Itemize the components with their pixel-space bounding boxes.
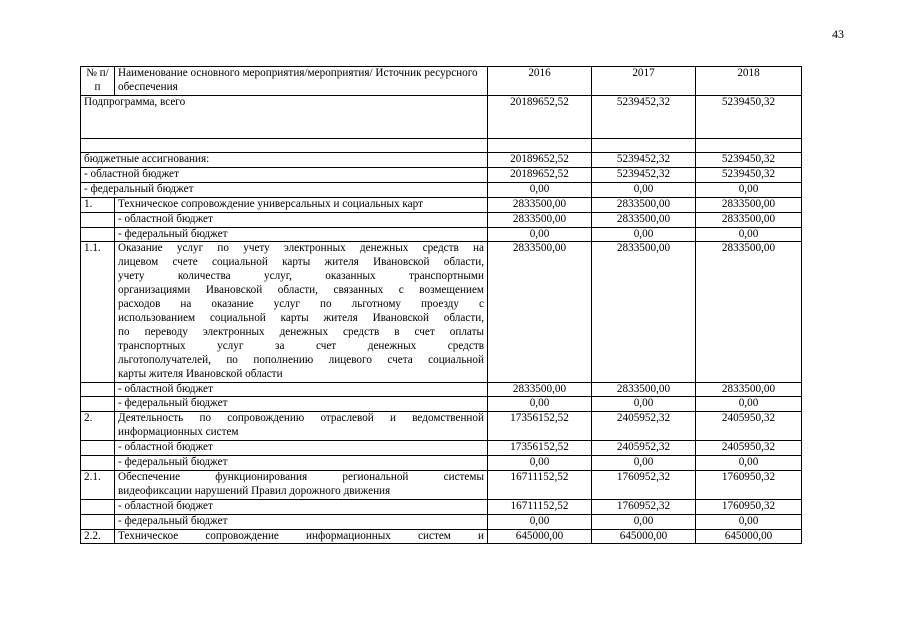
table-row-2-1-regional [81,499,802,514]
cell-2017: 0,00 [592,514,696,529]
row-description [115,470,488,499]
cell-2016: 645000,00 [488,529,592,544]
table-row-federal [81,182,802,197]
table-row-2-regional [81,441,802,456]
table-header-row [81,67,802,96]
cell-2017: 1760952,32 [592,499,696,514]
description-line: расходов на оказание услуг по льготному проезду с [118,298,484,311]
header-year-2018: 2018 [696,67,802,96]
cell-2018: 5239450,32 [696,153,802,168]
cell-2016: 20189652,52 [488,167,592,182]
cell-2016: 0,00 [488,182,592,197]
row-label: - областной бюджет [115,212,488,227]
cell-2018: 5239450,32 [696,167,802,182]
cell-2016: 2833500,00 [488,242,592,382]
cell-2018: 2833500,00 [696,212,802,227]
page-number: 43 [832,27,844,41]
cell-2017: 2833500,00 [592,212,696,227]
description-line: льготополучателей, по пополнению лицевого счета социальной [118,353,484,366]
cell-2018: 5239450,32 [696,96,802,139]
table-row-1-regional [81,212,802,227]
row-label: Подпрограмма, всего [81,96,488,139]
row-number: 1. [81,197,115,212]
table-row-1-1 [81,242,802,382]
cell-2018: 2405950,32 [696,441,802,456]
cell-2018: 2405950,32 [696,412,802,441]
row-label: - федеральный бюджет [115,227,488,242]
cell-2017: 0,00 [592,397,696,412]
row-description [115,529,488,544]
table-row-subprogram [81,96,802,139]
header-year-2016: 2016 [488,67,592,96]
row-label: - федеральный бюджет [115,514,488,529]
cell-2018: 1760950,32 [696,470,802,499]
description-line: Деятельность по сопровождению отраслевой и ведомственной [118,412,484,425]
table-row-1 [81,197,802,212]
description-line: Обеспечение функционирования региональной системы [118,470,484,483]
cell-2017: 0,00 [592,227,696,242]
cell-2017: 645000,00 [592,529,696,544]
cell-2018: 0,00 [696,514,802,529]
cell-2018: 1760950,32 [696,499,802,514]
description-line: использованием социальной карты жителя Ивановской области, [118,311,484,324]
cell-2016: 0,00 [488,227,592,242]
cell-2016: 16711152,52 [488,470,592,499]
cell-2017: 0,00 [592,182,696,197]
row-label: - федеральный бюджет [115,397,488,412]
cell-2018: 2833500,00 [696,382,802,397]
table-row-2 [81,412,802,441]
description-line: Техническое сопровождение информационных систем и [118,529,484,542]
row-description [115,412,488,441]
description-line: информационных систем [118,426,239,439]
description-line: карты жителя Ивановской области [118,367,283,380]
cell-2016: 2833500,00 [488,382,592,397]
row-label: бюджетные ассигнования: [81,153,488,168]
description-line: транспортных услуг за счет денежных средств [118,339,484,352]
table-row-2-1 [81,470,802,499]
cell-2018: 0,00 [696,456,802,471]
row-label: - областной бюджет [115,382,488,397]
cell-2016: 20189652,52 [488,96,592,139]
cell-2018: 2833500,00 [696,242,802,382]
table-row-regional [81,167,802,182]
row-label: - областной бюджет [115,441,488,456]
budget-table [80,66,802,544]
table-row-2-2 [81,529,802,544]
header-num: № п/п [81,67,115,96]
table-row-1-federal [81,227,802,242]
row-label: - областной бюджет [115,499,488,514]
cell-2018: 0,00 [696,397,802,412]
description-line: организациями Ивановской области, связанных с возмещением [118,284,484,297]
table-row-2-1-federal [81,514,802,529]
cell-2016: 20189652,52 [488,153,592,168]
cell-2018: 645000,00 [696,529,802,544]
cell-2016: 0,00 [488,514,592,529]
cell-2016: 2833500,00 [488,212,592,227]
cell-2016: 0,00 [488,456,592,471]
cell-2017: 2405952,32 [592,412,696,441]
header-name: Наименование основного мероприятия/мероприятия/ Источник ресурсного обеспечения [115,67,488,96]
table-row-budget [81,153,802,168]
description-line: лицевом счете социальной карты жителя Ивановской области, [118,256,484,269]
row-label: - областной бюджет [81,167,488,182]
row-label: Техническое сопровождение универсальных и социальных карт [115,197,488,212]
table-row-2-federal [81,456,802,471]
row-number: 1.1. [81,242,115,382]
cell-2017: 1760952,32 [592,470,696,499]
description-line: по переводу электронных денежных средств в счет оплаты [118,325,484,338]
cell-2017: 2405952,32 [592,441,696,456]
row-description [115,242,488,382]
row-number: 2.1. [81,470,115,499]
cell-2018: 2833500,00 [696,197,802,212]
description-line: Оказание услуг по учету электронных денежных средств на [118,242,484,255]
row-label: - федеральный бюджет [81,182,488,197]
cell-2017: 0,00 [592,456,696,471]
cell-2016: 2833500,00 [488,197,592,212]
table-row-1-1-federal [81,397,802,412]
cell-2017: 2833500,00 [592,197,696,212]
row-label: - федеральный бюджет [115,456,488,471]
cell-2017: 2833500,00 [592,242,696,382]
cell-2017: 5239452,32 [592,96,696,139]
cell-2017: 5239452,32 [592,153,696,168]
cell-2017: 2833500,00 [592,382,696,397]
cell-2018: 0,00 [696,227,802,242]
cell-2018: 0,00 [696,182,802,197]
description-line: учету количества услуг, оказанных транспортными [118,270,484,283]
row-number: 2. [81,412,115,441]
cell-2016: 16711152,52 [488,499,592,514]
header-year-2017: 2017 [592,67,696,96]
row-number: 2.2. [81,529,115,544]
cell-2017: 5239452,32 [592,167,696,182]
description-line: видеофиксации нарушений Правил дорожного движения [118,484,391,497]
cell-2016: 0,00 [488,397,592,412]
cell-2016: 17356152,52 [488,412,592,441]
cell-2016: 17356152,52 [488,441,592,456]
table-row-spacer [81,139,802,153]
table-row-1-1-regional [81,382,802,397]
